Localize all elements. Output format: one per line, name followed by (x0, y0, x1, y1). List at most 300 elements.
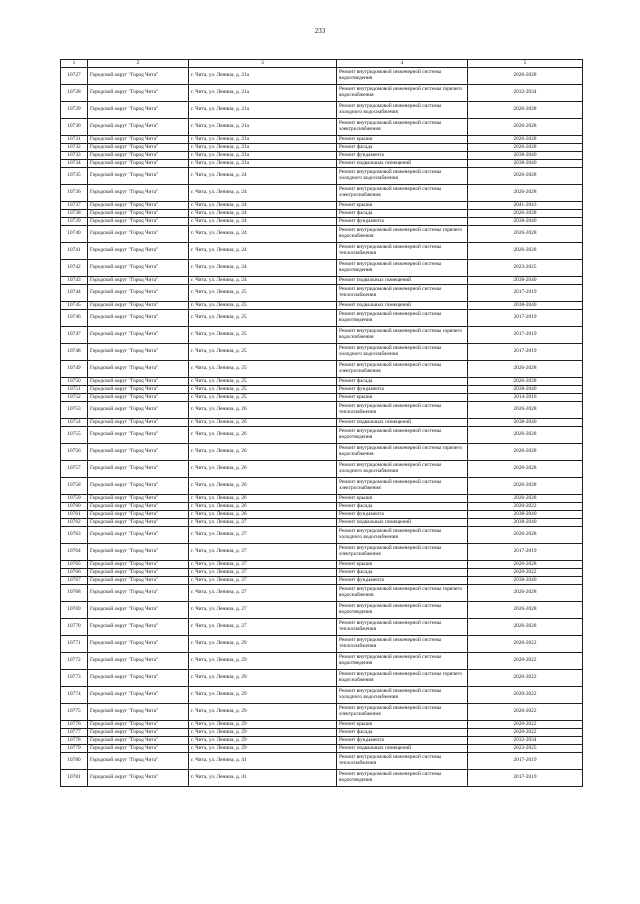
period-cell: 2020-2022 (468, 670, 583, 687)
row-number-cell: 10763 (61, 527, 88, 544)
municipality-cell: Городской округ "Город Чита" (88, 68, 189, 85)
row-number-cell: 10757 (61, 461, 88, 478)
period-cell: 2020-2022 (468, 569, 583, 577)
table-row (61, 361, 583, 378)
row-number-cell: 10780 (61, 753, 88, 770)
row-number-cell: 10751 (61, 386, 88, 394)
table-row (61, 511, 583, 519)
table-row (61, 602, 583, 619)
table-row (61, 704, 583, 721)
period-cell: 2014-2016 (468, 394, 583, 402)
row-number-cell: 10742 (61, 260, 88, 277)
table-row (61, 444, 583, 461)
row-number-cell: 10739 (61, 218, 88, 226)
municipality-cell: Городской округ "Город Чита" (88, 670, 189, 687)
row-number-cell: 10762 (61, 519, 88, 527)
table-row (61, 585, 583, 602)
row-number-cell: 10769 (61, 602, 88, 619)
work-type-cell: Ремонт фасада (337, 729, 468, 737)
row-number-cell: 10727 (61, 68, 88, 85)
address-cell: г. Чита, ул. Ленина, д. 26 (189, 402, 337, 419)
municipality-cell: Городской округ "Город Чита" (88, 361, 189, 378)
row-number-cell: 10774 (61, 687, 88, 704)
municipality-cell: Городской округ "Город Чита" (88, 243, 189, 260)
row-number-cell: 10738 (61, 210, 88, 218)
municipality-cell: Городской округ "Город Чита" (88, 569, 189, 577)
period-cell: 2026-2028 (468, 144, 583, 152)
work-type-cell: Ремонт внутридомовой инженерной системы электроснабжения (337, 119, 468, 136)
table-row (61, 136, 583, 144)
period-cell: 2026-2028 (468, 168, 583, 185)
table-row (61, 277, 583, 285)
address-cell: г. Чита, ул. Ленина, д. 24 (189, 202, 337, 210)
table-row (61, 729, 583, 737)
table-row (61, 226, 583, 243)
period-cell: 2020-2022 (468, 653, 583, 670)
period-cell: 2026-2028 (468, 585, 583, 602)
period-cell: 2038-2040 (468, 577, 583, 585)
table-row (61, 636, 583, 653)
period-cell: 2026-2028 (468, 102, 583, 119)
row-number-cell: 10753 (61, 402, 88, 419)
row-number-cell: 10764 (61, 544, 88, 561)
work-type-cell: Ремонт внутридомовой инженерной системы электроснабжения (337, 544, 468, 561)
work-type-cell: Ремонт внутридомовой инженерной системы горячего водоснабжения (337, 444, 468, 461)
municipality-cell: Городской округ "Город Чита" (88, 160, 189, 168)
table-row (61, 653, 583, 670)
municipality-cell: Городской округ "Город Чита" (88, 260, 189, 277)
table-row (61, 753, 583, 770)
address-cell: г. Чита, ул. Ленина, д. 26 (189, 427, 337, 444)
row-number-cell: 10750 (61, 378, 88, 386)
work-type-cell: Ремонт внутридомовой инженерной системы горячего водоснабжения (337, 226, 468, 243)
municipality-cell: Городской округ "Город Чита" (88, 577, 189, 585)
period-cell: 2038-2040 (468, 160, 583, 168)
municipality-cell: Городской округ "Город Чита" (88, 152, 189, 160)
row-number-cell: 10734 (61, 160, 88, 168)
period-cell: 2026-2028 (468, 378, 583, 386)
row-number-cell: 10748 (61, 344, 88, 361)
work-type-cell: Ремонт фасада (337, 569, 468, 577)
period-cell: 2026-2028 (468, 68, 583, 85)
period-cell: 2017-2019 (468, 327, 583, 344)
row-number-cell: 10772 (61, 653, 88, 670)
address-cell: г. Чита, ул. Ленина, д. 29 (189, 737, 337, 745)
period-cell: 2026-2028 (468, 619, 583, 636)
address-cell: г. Чита, ул. Ленина, д. 25 (189, 310, 337, 327)
period-cell: 2026-2028 (468, 561, 583, 569)
work-type-cell: Ремонт внутридомовой инженерной системы теплоснабжения (337, 402, 468, 419)
municipality-cell: Городской округ "Город Чита" (88, 119, 189, 136)
address-cell: г. Чита, ул. Ленина, д. 24 (189, 243, 337, 260)
row-number-cell: 10756 (61, 444, 88, 461)
work-type-cell: Ремонт крыши (337, 136, 468, 144)
address-cell: г. Чита, ул. Ленина, д. 21а (189, 136, 337, 144)
address-cell: г. Чита, ул. Ленина, д. 25 (189, 361, 337, 378)
municipality-cell: Городской округ "Город Чита" (88, 561, 189, 569)
table-row (61, 210, 583, 218)
address-cell: г. Чита, ул. Ленина, д. 25 (189, 344, 337, 361)
table-row (61, 461, 583, 478)
period-cell: 2026-2028 (468, 402, 583, 419)
work-type-cell: Ремонт крыши (337, 202, 468, 210)
row-number-cell: 10731 (61, 136, 88, 144)
municipality-cell: Городской округ "Город Чита" (88, 427, 189, 444)
row-number-cell: 10754 (61, 419, 88, 427)
work-type-cell: Ремонт внутридомовой инженерной системы горячего водоснабжения (337, 670, 468, 687)
address-cell: г. Чита, ул. Ленина, д. 21а (189, 85, 337, 102)
municipality-cell: Городской округ "Город Чита" (88, 511, 189, 519)
municipality-cell: Городской округ "Город Чита" (88, 144, 189, 152)
period-cell: 2026-2028 (468, 361, 583, 378)
municipality-cell: Городской округ "Город Чита" (88, 218, 189, 226)
address-cell: г. Чита, ул. Ленина, д. 25 (189, 394, 337, 402)
table-row (61, 218, 583, 226)
table-row (61, 202, 583, 210)
municipality-cell: Городской округ "Город Чита" (88, 770, 189, 787)
table-row (61, 168, 583, 185)
period-cell: 2026-2028 (468, 527, 583, 544)
address-cell: г. Чита, ул. Ленина, д. 26 (189, 419, 337, 427)
period-cell: 2038-2040 (468, 519, 583, 527)
period-cell: 2026-2028 (468, 119, 583, 136)
period-cell: 2023-2025 (468, 260, 583, 277)
work-type-cell: Ремонт внутридомовой инженерной системы холодного водоснабжения (337, 344, 468, 361)
column-header: 4 (337, 60, 468, 68)
work-type-cell: Ремонт фундамента (337, 218, 468, 226)
table-row (61, 119, 583, 136)
period-cell: 2032-2034 (468, 85, 583, 102)
address-cell: г. Чита, ул. Ленина, д. 27 (189, 519, 337, 527)
work-type-cell: Ремонт внутридомовой инженерной системы водоотведения (337, 68, 468, 85)
table-row (61, 285, 583, 302)
municipality-cell: Городской округ "Город Чита" (88, 310, 189, 327)
period-cell: 2038-2040 (468, 152, 583, 160)
work-type-cell: Ремонт подвальных помещений (337, 160, 468, 168)
address-cell: г. Чита, ул. Ленина, д. 29 (189, 745, 337, 753)
address-cell: г. Чита, ул. Ленина, д. 21а (189, 102, 337, 119)
period-cell: 2038-2040 (468, 218, 583, 226)
row-number-cell: 10744 (61, 285, 88, 302)
work-type-cell: Ремонт подвальных помещений (337, 745, 468, 753)
column-number-row (61, 60, 583, 68)
table-row (61, 386, 583, 394)
register-table (60, 59, 583, 787)
address-cell: г. Чита, ул. Ленина, д. 41 (189, 770, 337, 787)
table-body (61, 68, 583, 787)
municipality-cell: Городской округ "Город Чита" (88, 745, 189, 753)
page-number: 233 (314, 27, 326, 35)
municipality-cell: Городской округ "Город Чита" (88, 619, 189, 636)
address-cell: г. Чита, ул. Ленина, д. 25 (189, 285, 337, 302)
address-cell: г. Чита, ул. Ленина, д. 29 (189, 721, 337, 729)
work-type-cell: Ремонт крыши (337, 495, 468, 503)
address-cell: г. Чита, ул. Ленина, д. 29 (189, 670, 337, 687)
work-type-cell: Ремонт фасада (337, 378, 468, 386)
row-number-cell: 10759 (61, 495, 88, 503)
address-cell: г. Чита, ул. Ленина, д. 24 (189, 218, 337, 226)
municipality-cell: Городской округ "Город Чита" (88, 602, 189, 619)
table-row (61, 185, 583, 202)
row-number-cell: 10767 (61, 577, 88, 585)
table-row (61, 302, 583, 310)
table-row (61, 402, 583, 419)
row-number-cell: 10749 (61, 361, 88, 378)
row-number-cell: 10760 (61, 503, 88, 511)
column-header: 5 (468, 60, 583, 68)
row-number-cell: 10747 (61, 327, 88, 344)
address-cell: г. Чита, ул. Ленина, д. 27 (189, 569, 337, 577)
work-type-cell: Ремонт внутридомовой инженерной системы электроснабжения (337, 361, 468, 378)
period-cell: 2023-2025 (468, 745, 583, 753)
row-number-cell: 10766 (61, 569, 88, 577)
table-row (61, 670, 583, 687)
table-row (61, 478, 583, 495)
address-cell: г. Чита, ул. Ленина, д. 26 (189, 478, 337, 495)
work-type-cell: Ремонт крыши (337, 721, 468, 729)
municipality-cell: Городской округ "Город Чита" (88, 394, 189, 402)
work-type-cell: Ремонт внутридомовой инженерной системы теплоснабжения (337, 753, 468, 770)
table-row (61, 85, 583, 102)
column-header: 3 (189, 60, 337, 68)
municipality-cell: Городской округ "Город Чита" (88, 461, 189, 478)
table-row (61, 737, 583, 745)
period-cell: 2020-2022 (468, 687, 583, 704)
municipality-cell: Городской округ "Город Чита" (88, 344, 189, 361)
work-type-cell: Ремонт внутридомовой инженерной системы водоотведения (337, 427, 468, 444)
work-type-cell: Ремонт внутридомовой инженерной системы электроснабжения (337, 478, 468, 495)
column-header: 1 (61, 60, 88, 68)
address-cell: г. Чита, ул. Ленина, д. 24 (189, 277, 337, 285)
work-type-cell: Ремонт фундамента (337, 577, 468, 585)
row-number-cell: 10741 (61, 243, 88, 260)
period-cell: 2026-2028 (468, 495, 583, 503)
table-row (61, 144, 583, 152)
table-row (61, 427, 583, 444)
row-number-cell: 10776 (61, 721, 88, 729)
table-row (61, 527, 583, 544)
table-row (61, 770, 583, 787)
municipality-cell: Городской округ "Город Чита" (88, 653, 189, 670)
table-row (61, 68, 583, 85)
row-number-cell: 10746 (61, 310, 88, 327)
work-type-cell: Ремонт внутридомовой инженерной системы водоотведения (337, 653, 468, 670)
period-cell: 2020-2022 (468, 729, 583, 737)
period-cell: 2038-2040 (468, 302, 583, 310)
work-type-cell: Ремонт внутридомовой инженерной системы водоотведения (337, 602, 468, 619)
period-cell: 2038-2040 (468, 419, 583, 427)
work-type-cell: Ремонт фасада (337, 210, 468, 218)
period-cell: 2026-2028 (468, 602, 583, 619)
municipality-cell: Городской округ "Город Чита" (88, 202, 189, 210)
municipality-cell: Городской округ "Город Чита" (88, 737, 189, 745)
municipality-cell: Городской округ "Город Чита" (88, 636, 189, 653)
table-row (61, 152, 583, 160)
row-number-cell: 10735 (61, 168, 88, 185)
municipality-cell: Городской округ "Город Чита" (88, 495, 189, 503)
municipality-cell: Городской округ "Город Чита" (88, 386, 189, 394)
municipality-cell: Городской округ "Город Чита" (88, 527, 189, 544)
address-cell: г. Чита, ул. Ленина, д. 27 (189, 577, 337, 585)
municipality-cell: Городской округ "Город Чита" (88, 721, 189, 729)
work-type-cell: Ремонт внутридомовой инженерной системы горячего водоснабжения (337, 585, 468, 602)
address-cell: г. Чита, ул. Ленина, д. 24 (189, 168, 337, 185)
work-type-cell: Ремонт внутридомовой инженерной системы горячего водоснабжения (337, 327, 468, 344)
period-cell: 2017-2019 (468, 544, 583, 561)
address-cell: г. Чита, ул. Ленина, д. 25 (189, 378, 337, 386)
work-type-cell: Ремонт подвальных помещений (337, 519, 468, 527)
row-number-cell: 10761 (61, 511, 88, 519)
municipality-cell: Городской округ "Город Чита" (88, 729, 189, 737)
work-type-cell: Ремонт фасада (337, 503, 468, 511)
address-cell: г. Чита, ул. Ленина, д. 27 (189, 602, 337, 619)
row-number-cell: 10773 (61, 670, 88, 687)
row-number-cell: 10729 (61, 102, 88, 119)
period-cell: 2020-2022 (468, 721, 583, 729)
period-cell: 2026-2028 (468, 136, 583, 144)
work-type-cell: Ремонт внутридомовой инженерной системы теплоснабжения (337, 285, 468, 302)
work-type-cell: Ремонт подвальных помещений (337, 277, 468, 285)
address-cell: г. Чита, ул. Ленина, д. 25 (189, 302, 337, 310)
work-type-cell: Ремонт подвальных помещений (337, 419, 468, 427)
table-row (61, 569, 583, 577)
address-cell: г. Чита, ул. Ленина, д. 21а (189, 119, 337, 136)
municipality-cell: Городской округ "Город Чита" (88, 519, 189, 527)
row-number-cell: 10743 (61, 277, 88, 285)
table-row (61, 745, 583, 753)
period-cell: 2017-2019 (468, 770, 583, 787)
municipality-cell: Городской округ "Город Чита" (88, 402, 189, 419)
work-type-cell: Ремонт фундамента (337, 511, 468, 519)
address-cell: г. Чита, ул. Ленина, д. 25 (189, 386, 337, 394)
work-type-cell: Ремонт внутридомовой инженерной системы холодного водоснабжения (337, 102, 468, 119)
period-cell: 2026-2028 (468, 210, 583, 218)
work-type-cell: Ремонт внутридомовой инженерной системы водоотведения (337, 770, 468, 787)
work-type-cell: Ремонт внутридомовой инженерной системы электроснабжения (337, 704, 468, 721)
work-type-cell: Ремонт внутридомовой инженерной системы электроснабжения (337, 185, 468, 202)
period-cell: 2032-2034 (468, 737, 583, 745)
table-row (61, 102, 583, 119)
address-cell: г. Чита, ул. Ленина, д. 27 (189, 527, 337, 544)
period-cell: 2026-2028 (468, 243, 583, 260)
table-row (61, 519, 583, 527)
row-number-cell: 10777 (61, 729, 88, 737)
work-type-cell: Ремонт внутридомовой инженерной системы водоотведения (337, 260, 468, 277)
municipality-cell: Городской округ "Город Чита" (88, 419, 189, 427)
work-type-cell: Ремонт внутридомовой инженерной системы теплоснабжения (337, 243, 468, 260)
period-cell: 2038-2040 (468, 386, 583, 394)
row-number-cell: 10736 (61, 185, 88, 202)
row-number-cell: 10730 (61, 119, 88, 136)
work-type-cell: Ремонт внутридомовой инженерной системы теплоснабжения (337, 619, 468, 636)
municipality-cell: Городской округ "Город Чита" (88, 102, 189, 119)
row-number-cell: 10733 (61, 152, 88, 160)
row-number-cell: 10765 (61, 561, 88, 569)
period-cell: 2017-2019 (468, 344, 583, 361)
row-number-cell: 10779 (61, 745, 88, 753)
municipality-cell: Городской округ "Город Чита" (88, 277, 189, 285)
table-row (61, 310, 583, 327)
municipality-cell: Городской округ "Город Чита" (88, 585, 189, 602)
address-cell: г. Чита, ул. Ленина, д. 24 (189, 185, 337, 202)
period-cell: 2026-2028 (468, 444, 583, 461)
period-cell: 2026-2028 (468, 226, 583, 243)
table-row (61, 577, 583, 585)
table-row (61, 503, 583, 511)
row-number-cell: 10728 (61, 85, 88, 102)
municipality-cell: Городской округ "Город Чита" (88, 226, 189, 243)
work-type-cell: Ремонт внутридомовой инженерной системы горячего водоснабжения (337, 85, 468, 102)
period-cell: 2038-2040 (468, 511, 583, 519)
address-cell: г. Чита, ул. Ленина, д. 24 (189, 226, 337, 243)
table-row (61, 419, 583, 427)
row-number-cell: 10778 (61, 737, 88, 745)
address-cell: г. Чита, ул. Ленина, д. 25 (189, 327, 337, 344)
municipality-cell: Городской округ "Город Чита" (88, 85, 189, 102)
table-row (61, 327, 583, 344)
table-row (61, 394, 583, 402)
work-type-cell: Ремонт фундамента (337, 737, 468, 745)
municipality-cell: Городской округ "Город Чита" (88, 136, 189, 144)
address-cell: г. Чита, ул. Ленина, д. 21а (189, 68, 337, 85)
address-cell: г. Чита, ул. Ленина, д. 27 (189, 619, 337, 636)
municipality-cell: Городской округ "Город Чита" (88, 687, 189, 704)
period-cell: 2026-2028 (468, 427, 583, 444)
address-cell: г. Чита, ул. Ленина, д. 41 (189, 753, 337, 770)
municipality-cell: Городской округ "Город Чита" (88, 444, 189, 461)
table-row (61, 243, 583, 260)
table-row (61, 344, 583, 361)
row-number-cell: 10752 (61, 394, 88, 402)
address-cell: г. Чита, ул. Ленина, д. 21а (189, 144, 337, 152)
work-type-cell: Ремонт подвальных помещений (337, 302, 468, 310)
work-type-cell: Ремонт внутридомовой инженерной системы холодного водоснабжения (337, 687, 468, 704)
work-type-cell: Ремонт крыши (337, 561, 468, 569)
row-number-cell: 10758 (61, 478, 88, 495)
address-cell: г. Чита, ул. Ленина, д. 29 (189, 687, 337, 704)
address-cell: г. Чита, ул. Ленина, д. 27 (189, 544, 337, 561)
address-cell: г. Чита, ул. Ленина, д. 24 (189, 210, 337, 218)
work-type-cell: Ремонт фундамента (337, 152, 468, 160)
municipality-cell: Городской округ "Город Чита" (88, 478, 189, 495)
period-cell: 2020-2022 (468, 503, 583, 511)
municipality-cell: Городской округ "Город Чита" (88, 185, 189, 202)
address-cell: г. Чита, ул. Ленина, д. 21а (189, 160, 337, 168)
municipality-cell: Городской округ "Город Чита" (88, 302, 189, 310)
row-number-cell: 10781 (61, 770, 88, 787)
table-row (61, 721, 583, 729)
table-row (61, 260, 583, 277)
row-number-cell: 10771 (61, 636, 88, 653)
table-row (61, 160, 583, 168)
table-row (61, 561, 583, 569)
address-cell: г. Чита, ул. Ленина, д. 29 (189, 704, 337, 721)
municipality-cell: Городской округ "Город Чита" (88, 210, 189, 218)
period-cell: 2020-2022 (468, 704, 583, 721)
municipality-cell: Городской округ "Город Чита" (88, 753, 189, 770)
address-cell: г. Чита, ул. Ленина, д. 26 (189, 444, 337, 461)
table-row (61, 544, 583, 561)
row-number-cell: 10745 (61, 302, 88, 310)
municipality-cell: Городской округ "Город Чита" (88, 168, 189, 185)
address-cell: г. Чита, ул. Ленина, д. 27 (189, 585, 337, 602)
address-cell: г. Чита, ул. Ленина, д. 26 (189, 503, 337, 511)
row-number-cell: 10755 (61, 427, 88, 444)
address-cell: г. Чита, ул. Ленина, д. 29 (189, 729, 337, 737)
work-type-cell: Ремонт фасада (337, 144, 468, 152)
row-number-cell: 10737 (61, 202, 88, 210)
address-cell: г. Чита, ул. Ленина, д. 26 (189, 495, 337, 503)
